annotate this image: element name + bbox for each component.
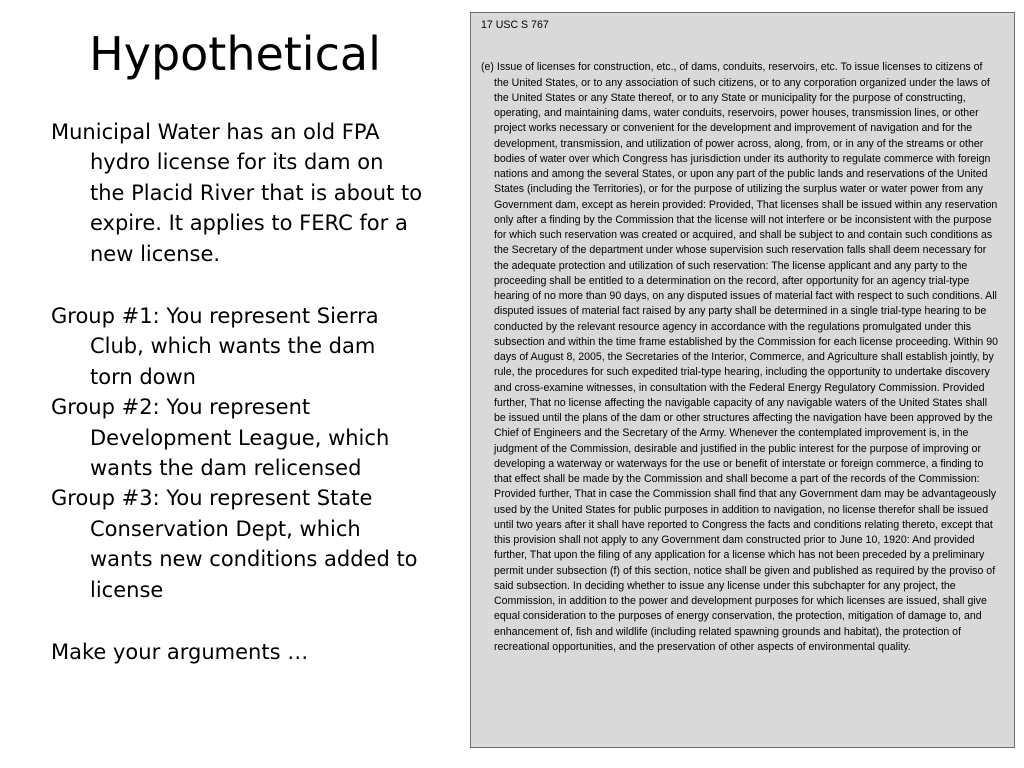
statute-text-box — [470, 12, 1015, 748]
group-2-paragraph: Group #2: You represent Development League, which wants the dam relicensed — [51, 395, 390, 481]
statute-text: (e) Issue of licenses for construction, etc., of dams, conduits, reservoirs, etc. To issue licenses to citizens of the United States, or to any association of such citizens, or to any corporation organized under the laws of the United States or any State thereof, or to any State or municipality for the purpose of constructing, operating, and maintaining dams, water conduits, reservoirs, power houses, transmission lines, or other project works necessary or convenient for the development and improvement of navigation and for the development, transmission, and utilization of power across, along, from, or in any of the streams or other bodies of water over which Congress has jurisdiction under its authority to regulate commerce with foreign nations and among the several States, or upon any part of the public lands and reservations of the United States (including the Territories), or for the purpose of utilizing the surplus water or water power from any Government dam, except as herein provided: Provided, That licenses shall be issued within any reservation only after a finding by the Commission that the license will not interfere or be inconsistent with the purpose for which such reservation was created or acquired, and shall be subject to and contain such conditions as the Secretary of the department under whose supervision such reservation falls shall deem necessary for the adequate protection and utilization of such reservation: The license applicant and any party to the proceeding shall be entitled to a determination on the record, after opportunity for an agency trial-type hearing of no more than 90 days, on any disputed issues of material fact with respect to such conditions. All disputed issues of material fact raised by any party shall be determined in a single trial-type hearing to be conducted by the relevant resource agency in accordance with the regulations promulgated under this subsection and within the time frame established by the Commission for each license proceeding. Within 90 days of August 8, 2005, the Secretaries of the Interior, Commerce, and Agriculture shall establish jointly, by rule, the procedures for such expedited trial-type hearing, including the opportunity to undertake discovery and cross-examine witnesses, in consultation with the Federal Energy Regulatory Commission. Provided further, That no license affecting the navigable capacity of any navigable waters of the United States shall be issued until the plans of the dam or other structures affecting the navigation have been approved by the Chief of Engineers and the Secretary of the Army. Whenever the contemplated improvement is, in the judgment of the Commission, desirable and justified in the public interest for the purpose of improving or developing a waterway or waterways for the use or benefit of interstate or foreign commerce, a finding to that effect shall be made by the Commission and shall become a part of the records of the Commission: Provided further, That in case the Commission shall find that any Government dam may be advantageously used by the United States for public purposes in addition to navigation, no license therefor shall be issued until two years after it shall have reported to Congress the facts and conditions relating thereto, except that this provision shall not apply to any Government dam constructed prior to June 10, 1920: And provided further, That upon the filing of any application for a license which has not been preceded by a preliminary permit under subsection (f) of this section, notice shall be given and published as required by the proviso of said subsection. In deciding whether to issue any license under this subchapter for any project, the Commission, in addition to the power and development purposes for which licenses are issued, shall give equal consideration to the purposes of energy conservation, the protection, mitigation of damage to, and enhancement of, fish and wildlife (including related spawning grounds and habitat), the protection of recreational opportunities, and the preservation of other aspects of environmental quality. — [481, 61, 999, 653]
slide-body — [51, 117, 423, 668]
statute-citation: 17 USC S 767 — [481, 19, 549, 31]
scenario-paragraph: Municipal Water has an old FPA hydro license for its dam on the Placid River that is about to expire. It applies to FERC for a new license. — [51, 120, 423, 266]
statute-spacer — [481, 33, 1000, 60]
instruction-paragraph: Make your arguments … — [51, 640, 309, 665]
paragraph-spacer — [51, 269, 423, 301]
slide-title: Hypothetical — [89, 27, 381, 81]
group-1-paragraph: Group #1: You represent Sierra Club, which wants the dam torn down — [51, 304, 379, 389]
paragraph-spacer — [51, 605, 423, 637]
group-3-paragraph: Group #3: You represent State Conservation Dept, which wants new conditions added to license — [51, 486, 418, 602]
